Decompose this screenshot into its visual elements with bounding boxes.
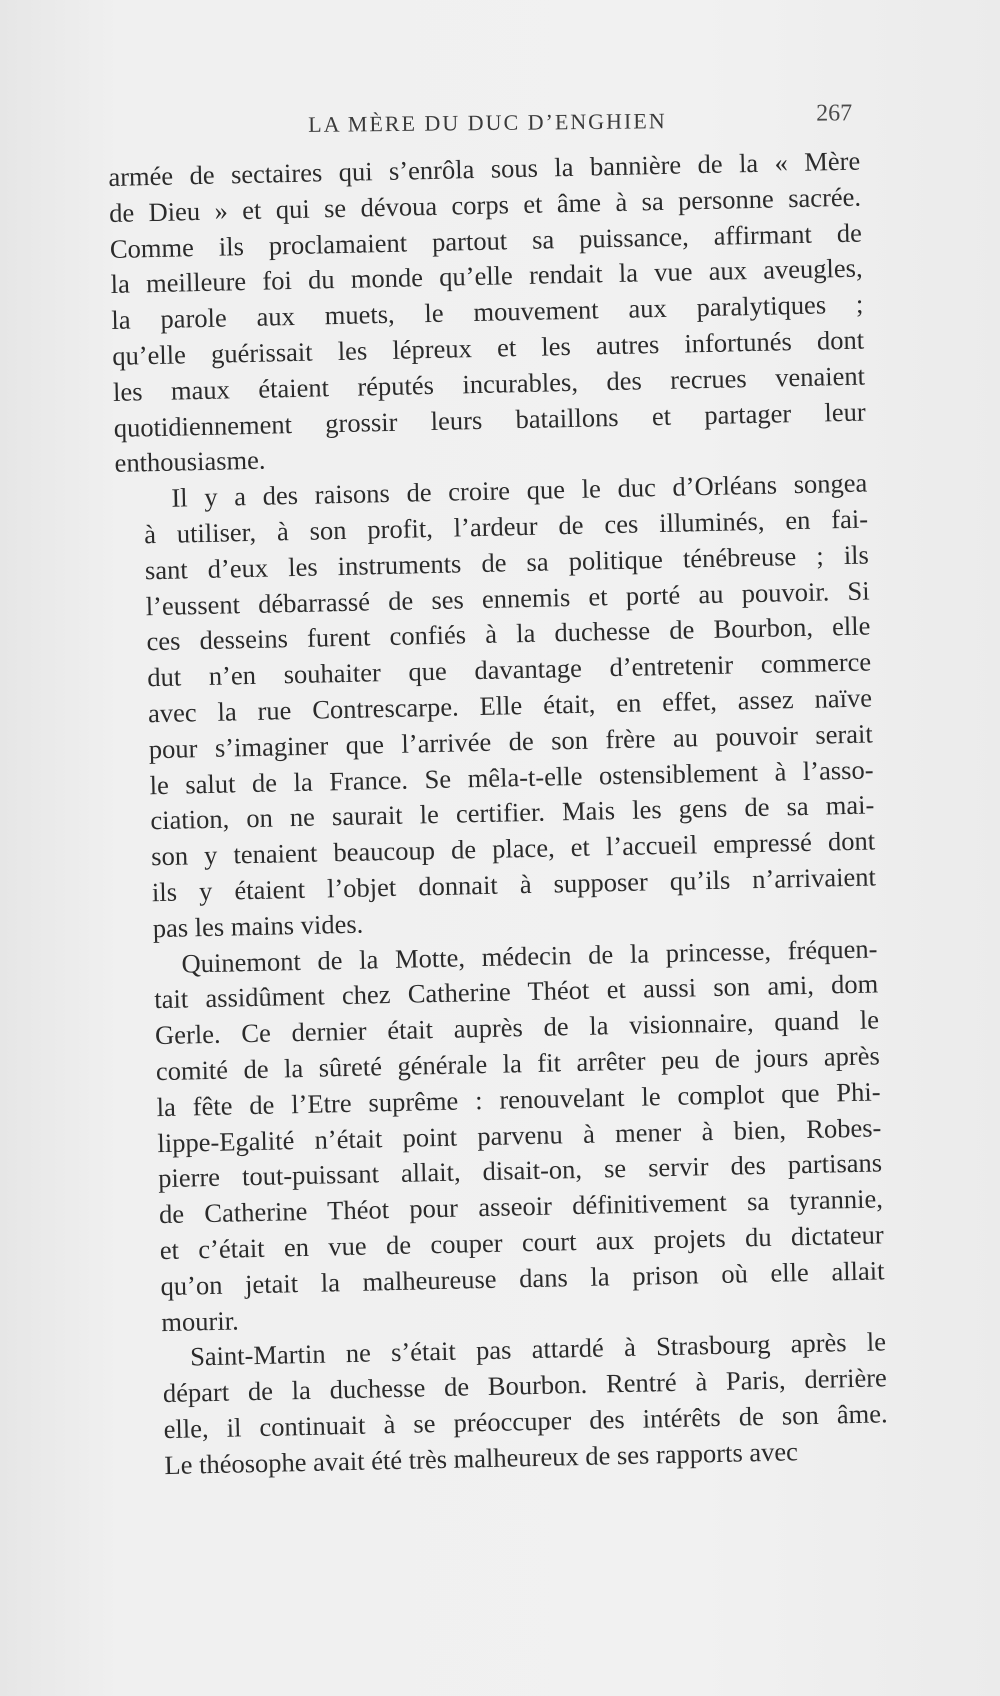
text-line: la parole aux muets, le mouvement aux paralytiques ; xyxy=(111,288,864,336)
text-line: pas les mains vides. xyxy=(152,908,364,943)
text-line: ces desseins furent confiés à la duchesse de Bourbon, elle xyxy=(146,610,871,657)
text-line: qu’on jetait la malheureuse dans la prison où elle allait xyxy=(160,1255,885,1301)
text-line: comité de la sûreté générale la fit arrêter peu de jours après xyxy=(155,1040,881,1087)
text-line: mourir. xyxy=(161,1304,239,1337)
running-title: LA MÈRE DU DUC D’ENGHIEN xyxy=(308,108,667,137)
text-line: ils y étaient l’objet donnait à supposer qu’ils n’arrivaient xyxy=(151,861,877,908)
paragraph xyxy=(125,931,885,1341)
text-line: elle, il continuait à se préoccuper des intérêts de son âme. xyxy=(163,1398,888,1444)
text-line: les maux étaient réputés incurables, des recrues venaient xyxy=(112,360,866,407)
text-line: de Catherine Théot pour asseoir définitivement sa tyrannie, xyxy=(158,1183,884,1230)
running-head xyxy=(108,96,852,144)
text-line: la meilleure foi du monde qu’elle rendait la vue aux aveugles, xyxy=(110,252,863,300)
paragraph xyxy=(108,144,867,483)
text-line: le salut de la France. Se mêla-t-elle ostensiblement à l’asso- xyxy=(149,753,874,800)
paragraph xyxy=(115,466,877,948)
text-line: Gerle. Ce dernier était auprès de la visionnaire, quand le xyxy=(154,1004,880,1051)
text-line: avec la rue Contrescarpe. Elle était, en effet, assez naïve xyxy=(147,682,873,729)
text-line: départ de la duchesse de Bourbon. Rentré à Paris, derrière xyxy=(162,1362,888,1409)
text-line: tait assidûment chez Catherine Théot et aussi son ami, dom xyxy=(153,968,879,1015)
text-line: l’eussent débarrassé de ses ennemis et porté au pouvoir. Si xyxy=(145,575,870,621)
text-line: Le théosophe avait été très malheureux de ses rapports avec xyxy=(164,1435,799,1480)
text-line: Saint-Martin ne s’était pas attardé à Strasbourg après le xyxy=(189,1326,887,1372)
text-line: à utiliser, à son profit, l’ardeur de ces illuminés, en fai- xyxy=(143,503,869,550)
text-line: sant d’eux les instruments de sa politique ténébreuse ; ils xyxy=(144,539,870,586)
text-line: ciation, on ne saurait le certifier. Mais les gens de sa mai- xyxy=(150,789,875,836)
text-line: Quinemont de la Motte, médecin de la princesse, fréquen- xyxy=(181,932,878,979)
text-line: dut n’en souhaiter que davantage d’entretenir commerce xyxy=(146,646,872,693)
paragraph xyxy=(134,1325,889,1485)
text-line: et c’était en vue de couper court aux projets du dictateur xyxy=(159,1219,884,1266)
body-text xyxy=(108,144,889,1485)
text-line: pour s’imaginer que l’arrivée de son frère au pouvoir serait xyxy=(148,718,874,764)
text-line: pierre tout-puissant allait, disait-on, se servir des partisans xyxy=(157,1147,883,1194)
text-line: son y tenaient beaucoup de place, et l’accueil empressé dont xyxy=(150,825,876,872)
text-line: qu’elle guérissait les lépreux et les autres infortunés dont xyxy=(111,324,865,371)
text-line: quotidiennement grossir leurs bataillons et partager leur xyxy=(113,396,866,443)
text-line: lippe-Egalité n’était point parvenu à mener à bien, Robes- xyxy=(157,1111,882,1158)
text-line: de Dieu » et qui se dévoua corps et âme à sa personne sacrée. xyxy=(108,181,862,228)
text-line: la fête de l’Etre suprême : renouvelant le complot que Phi- xyxy=(156,1076,881,1122)
text-line: armée de sectaires qui s’enrôla sous la bannière de la « Mère xyxy=(108,145,861,192)
text-line: enthousiasme. xyxy=(114,445,266,479)
page-number: 267 xyxy=(816,100,853,127)
text-line: Comme ils proclamaient partout sa puissance, affirmant de xyxy=(109,217,863,264)
text-line: Il y a des raisons de croire que le duc d’Orléans songea xyxy=(171,467,868,513)
